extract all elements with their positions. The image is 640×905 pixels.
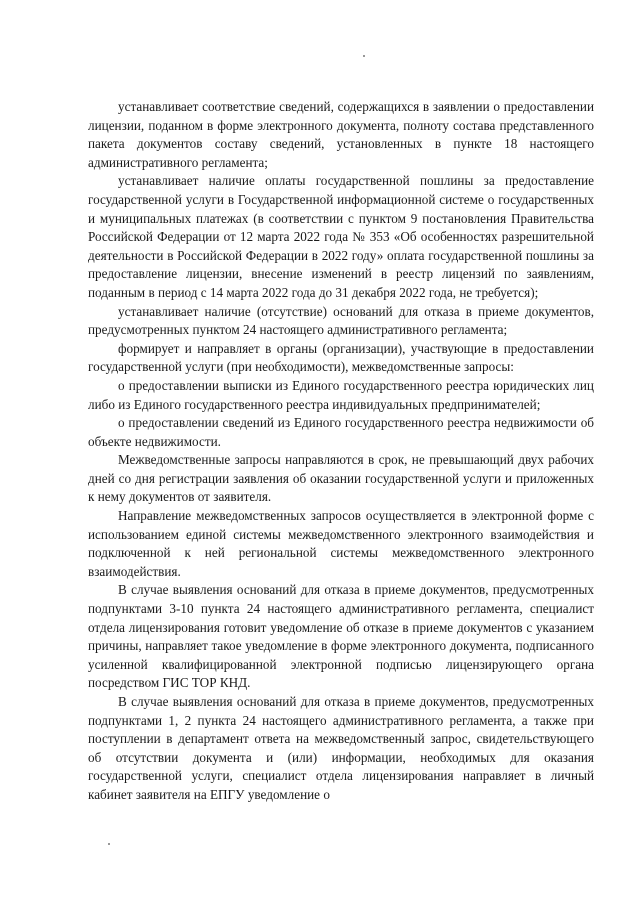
paragraph: о предоставлении выписки из Единого государственного реестра юридических лиц либо из Единого государственного реестра индивидуальных предпринимателей;	[88, 377, 594, 412]
paragraph: формирует и направляет в органы (организации), участвующие в предоставлении государственной услуги (при необходимости), межведомственные запросы:	[88, 340, 594, 375]
paragraph: Направление межведомственных запросов осуществляется в электронной форме с использованием единой системы межведомственного электронного взаимодействия и подключенной к ней региональной системы межведомственного электронного взаимодействия.	[88, 508, 594, 579]
scan-speck	[108, 843, 110, 845]
paragraph: Межведомственные запросы направляются в срок, не превышающий двух рабочих дней со дня регистрации заявления об оказании государственной услуги и приложенных к нему документов от заявителя.	[88, 452, 594, 505]
document-body	[88, 98, 594, 805]
paragraph: В случае выявления оснований для отказа в приеме документов, предусмотренных подпунктами 3-10 пункта 24 настоящего административного регламента, специалист отдела лицензирования готовит уведомление об отказе в приеме документов с указанием причины, направляет такое уведомление в форме электронного документа, подписанного усиленной квалифицированной электронной подписью лицензирующего органа посредством ГИС ТОР КНД.	[88, 582, 594, 691]
paragraph: устанавливает соответствие сведений, содержащихся в заявлении о предоставлении лицензии, поданном в форме электронного документа, полноту состава представленного пакета документов составу сведений, установленных в пункте 18 настоящего административного регламента;	[88, 99, 594, 170]
paragraph: устанавливает наличие (отсутствие) оснований для отказа в приеме документов, предусмотренных пунктом 24 настоящего административного регламента;	[88, 303, 594, 338]
scan-speck	[363, 55, 365, 57]
paragraph: В случае выявления оснований для отказа в приеме документов, предусмотренных подпунктами 1, 2 пункта 24 настоящего административного регламента, а также при поступлении в департамент ответа на межведомственный запрос, свидетельствующего об отсутствии документа и (или) информации, необходимых для оказания государственной услуги, специалист отдела лицензирования направляет в личный кабинет заявителя на ЕПГУ уведомление о	[88, 694, 594, 802]
paragraph: о предоставлении сведений из Единого государственного реестра недвижимости об объекте недвижимости.	[88, 415, 594, 449]
paragraph: устанавливает наличие оплаты государственной пошлины за предоставление государственной услуги в Государственной информационной системе о государственных и муниципальных платежах (в соответствии с пунктом 9 постановления Правительства Российской Федерации от 12 марта 2022 года № 353 «Об особенностях разрешительной деятельности в Российской Федерации в 2022 году» оплата государственной пошлины за предоставление лицензии, внесение изменений в реестр лицензий по заявлениям, поданным в период с 14 марта 2022 года до 31 декабря 2022 года, не требуется);	[88, 173, 594, 300]
